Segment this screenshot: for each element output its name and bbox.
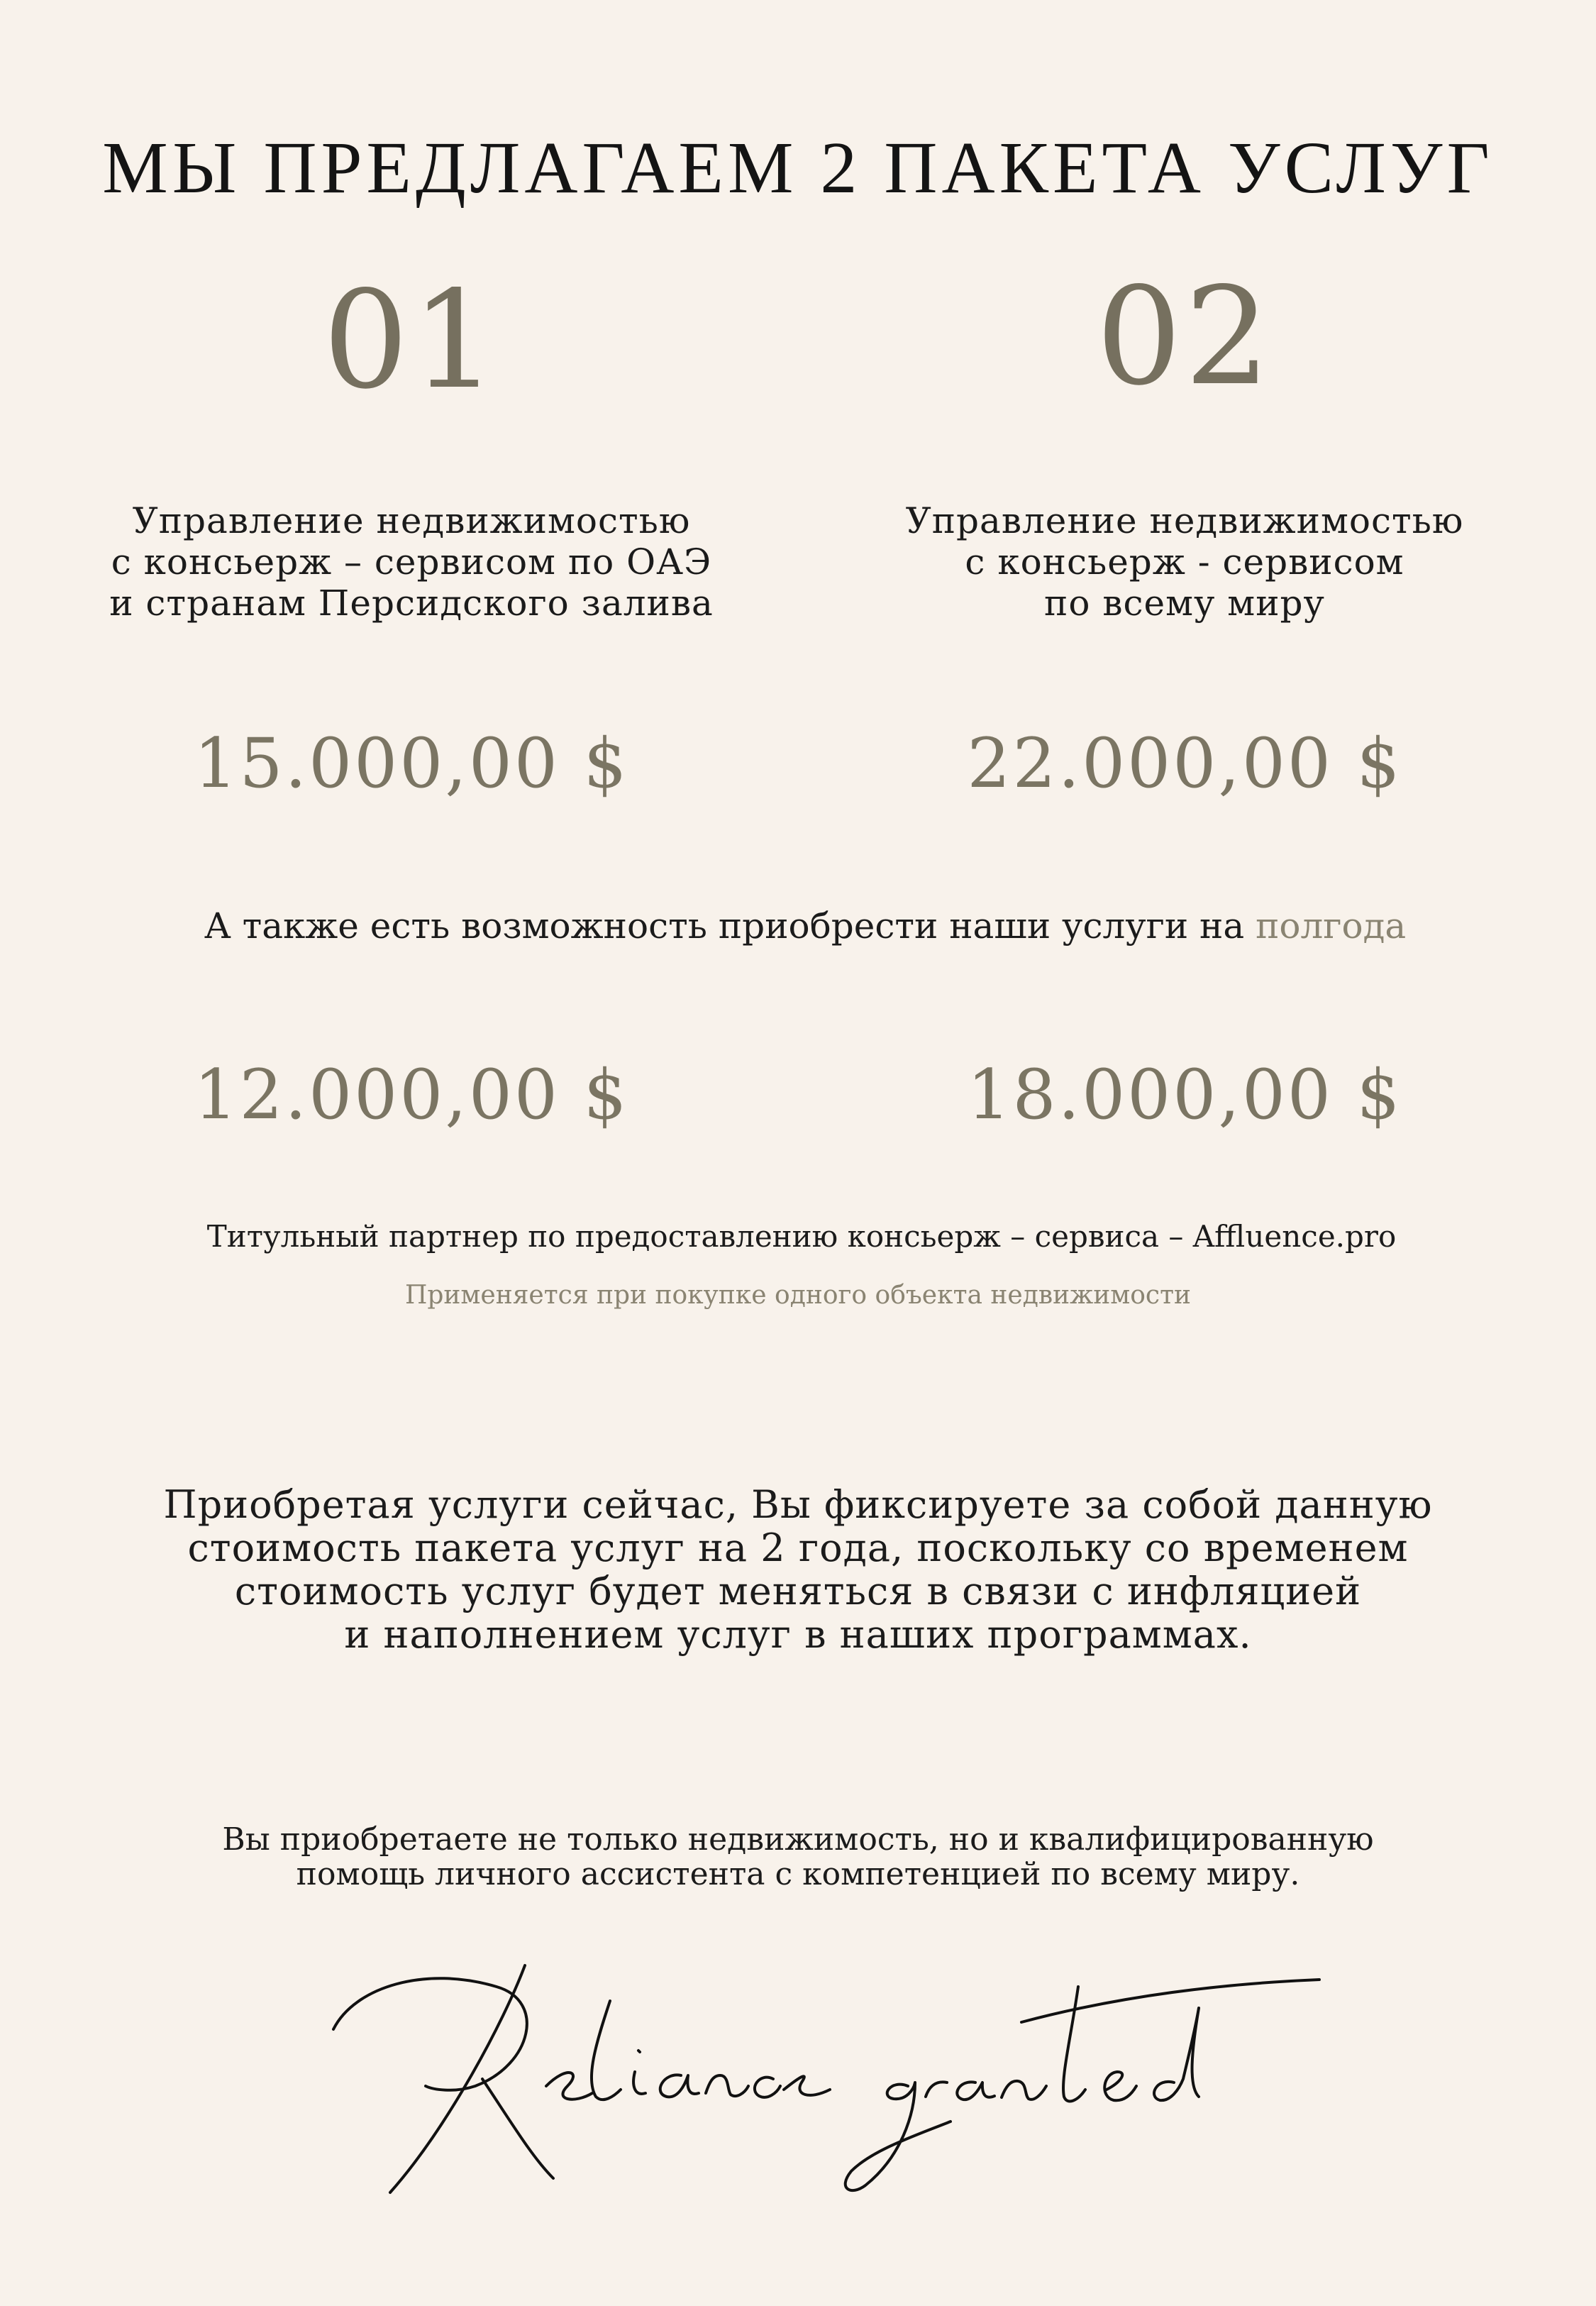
fixed-price-line: стоимость услуг будет меняться в связи с инфляцией — [234, 1569, 1362, 1613]
half-year-note-text: А также есть возможность приобрести наши услуги на — [204, 905, 1256, 947]
signature-reliance-granted — [312, 1944, 1334, 2214]
package-1-description-line: с консьерж – сервисом по ОАЭ — [111, 541, 712, 583]
package-2-number: 02 — [1096, 258, 1273, 415]
half-year-highlight: полгода — [1256, 905, 1407, 947]
package-1-description-line: и странам Персидского залива — [109, 583, 714, 624]
package-1-number: 01 — [323, 262, 500, 419]
package-1-price-year: 15.000,00 $ — [194, 724, 629, 803]
half-year-note — [0, 907, 1596, 946]
package-2-description-line: с консьерж - сервисом — [965, 541, 1404, 583]
fixed-price-line: и наполнением услуг в наших программах. — [344, 1612, 1252, 1657]
package-2-description-line: Управление недвижимостью — [905, 500, 1464, 541]
assistant-line: помощь личного ассистента с компетенцией по всему миру. — [296, 1856, 1300, 1892]
package-2-price-year: 22.000,00 $ — [967, 724, 1402, 803]
partner-note: Титульный партнер по предоставлению консьерж – сервиса – Affluence.pro — [206, 1219, 1397, 1254]
assistant-line: Вы приобретаете не только недвижимость, но и квалифицированную — [222, 1821, 1374, 1858]
package-2-description-line: по всему миру — [1044, 583, 1325, 624]
page-title: МЫ ПРЕДЛАГАЕМ 2 ПАКЕТА УСЛУГ — [102, 127, 1494, 209]
package-2-description — [802, 500, 1568, 624]
package-2-price-half-year: 18.000,00 $ — [967, 1055, 1402, 1135]
package-1-price-half-year: 12.000,00 $ — [194, 1055, 629, 1135]
partner-subnote: Применяется при покупке одного объекта недвижимости — [404, 1281, 1191, 1310]
assistant-paragraph — [0, 1822, 1596, 1892]
fixed-price-line: Приобретая услуги сейчас, Вы фиксируете за собой данную — [163, 1482, 1433, 1527]
package-1-description — [28, 500, 794, 624]
fixed-price-line: стоимость пакета услуг на 2 года, поскольку со временем — [187, 1526, 1409, 1570]
fixed-price-paragraph — [0, 1483, 1596, 1656]
package-1-description-line: Управление недвижимостью — [132, 500, 691, 541]
